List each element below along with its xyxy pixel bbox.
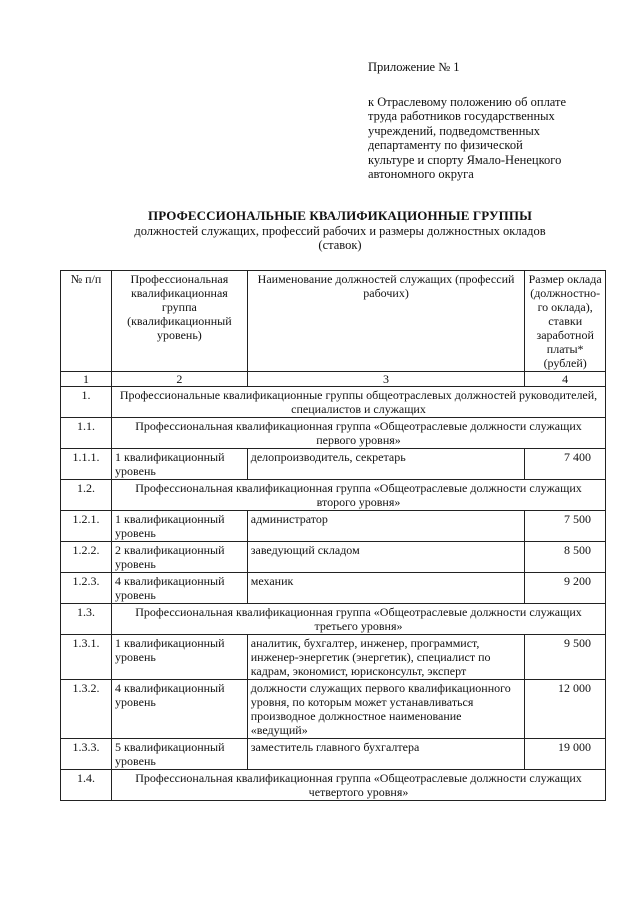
- qualification-level: 4 квалификационный уровень: [112, 680, 248, 739]
- column-number: 2: [112, 372, 248, 387]
- salary-table: [60, 270, 606, 801]
- section-title: Профессиональная квалификационная группа «Общеотраслевые должности служащих третьего уровня»: [112, 604, 606, 635]
- document-subtitle-2: (ставок): [318, 238, 362, 252]
- document-title-block: [40, 208, 640, 252]
- table-row: [61, 739, 606, 770]
- salary-amount: 9 200: [525, 573, 606, 604]
- position-names: делопроизводитель, секретарь: [247, 449, 525, 480]
- table-row: [61, 449, 606, 480]
- section-row: [61, 770, 606, 801]
- header-name: Наименование должностей служащих (профессий рабочих): [247, 271, 525, 372]
- annex-number: Приложение № 1: [368, 60, 460, 74]
- salary-amount: 7 500: [525, 511, 606, 542]
- qualification-level: 1 квалификационный уровень: [112, 635, 248, 680]
- salary-amount: 12 000: [525, 680, 606, 739]
- annex-line: учреждений, подведомственных: [368, 123, 541, 138]
- position-names: заведующий складом: [247, 542, 525, 573]
- section-title: Профессиональная квалификационная группа «Общеотраслевые должности служащих четвертого уровня»: [112, 770, 606, 801]
- qualification-level: 1 квалификационный уровень: [112, 449, 248, 480]
- table-body: [61, 387, 606, 801]
- header-group: Профессиональная квалификационная группа (квалификационный уровень): [112, 271, 248, 372]
- table-row: [61, 635, 606, 680]
- header-size: Размер оклада (должностно-го оклада), ставки заработной платы* (рублей): [525, 271, 606, 372]
- section-row: [61, 480, 606, 511]
- annex-line: к Отраслевому положению об оплате: [368, 94, 567, 109]
- position-names: механик: [247, 573, 525, 604]
- table-row: [61, 511, 606, 542]
- table-row: [61, 573, 606, 604]
- column-number: 1: [61, 372, 112, 387]
- salary-amount: 7 400: [525, 449, 606, 480]
- header-no: № п/п: [61, 271, 112, 372]
- row-number: 1.2.: [61, 480, 112, 511]
- row-number: 1.4.: [61, 770, 112, 801]
- qualification-level: 1 квалификационный уровень: [112, 511, 248, 542]
- section-row: [61, 387, 606, 418]
- column-number: 4: [525, 372, 606, 387]
- salary-amount: 8 500: [525, 542, 606, 573]
- table-row: [61, 542, 606, 573]
- row-number: 1.3.1.: [61, 635, 112, 680]
- section-title: Профессиональная квалификационная группа «Общеотраслевые должности служащих первого уровня»: [112, 418, 606, 449]
- qualification-level: 5 квалификационный уровень: [112, 739, 248, 770]
- row-number: 1.3.3.: [61, 739, 112, 770]
- row-number: 1.1.1.: [61, 449, 112, 480]
- column-number: 3: [247, 372, 525, 387]
- section-title: Профессиональная квалификационная группа «Общеотраслевые должности служащих второго уровня»: [112, 480, 606, 511]
- row-number: 1.3.2.: [61, 680, 112, 739]
- table-header-row: [61, 271, 606, 372]
- document-subtitle: должностей служащих, профессий рабочих и размеры должностных окладов: [134, 224, 546, 238]
- position-names: администратор: [247, 511, 525, 542]
- qualification-level: 2 квалификационный уровень: [112, 542, 248, 573]
- column-numbers-row: [61, 372, 606, 387]
- annex-block: [368, 60, 618, 182]
- annex-line: департаменту по физической: [368, 138, 523, 152]
- document-title: ПРОФЕССИОНАЛЬНЫЕ КВАЛИФИКАЦИОННЫЕ ГРУППЫ: [148, 208, 532, 223]
- position-names: заместитель главного бухгалтера: [247, 739, 525, 770]
- section-row: [61, 418, 606, 449]
- annex-line: автономного округа: [368, 167, 474, 181]
- row-number: 1.2.3.: [61, 573, 112, 604]
- position-names: должности служащих первого квалификационного уровня, по которым может устанавливаться производное должностное наименование «ведущий»: [247, 680, 525, 739]
- salary-amount: 19 000: [525, 739, 606, 770]
- row-number: 1.2.1.: [61, 511, 112, 542]
- position-names: аналитик, бухгалтер, инженер, программист, инженер-энергетик (энергетик), специалист по кадрам, экономист, юрисконсульт, эксперт: [247, 635, 525, 680]
- qualification-level: 4 квалификационный уровень: [112, 573, 248, 604]
- section-title: Профессиональные квалификационные группы общеотраслевых должностей руководителей, специалистов и служащих: [112, 387, 606, 418]
- row-number: 1.3.: [61, 604, 112, 635]
- row-number: 1.: [61, 387, 112, 418]
- table-row: [61, 680, 606, 739]
- annex-line: труда работников государственных: [368, 109, 555, 123]
- annex-line: культуре и спорту Ямало-Ненецкого: [368, 152, 562, 167]
- row-number: 1.1.: [61, 418, 112, 449]
- row-number: 1.2.2.: [61, 542, 112, 573]
- section-row: [61, 604, 606, 635]
- salary-amount: 9 500: [525, 635, 606, 680]
